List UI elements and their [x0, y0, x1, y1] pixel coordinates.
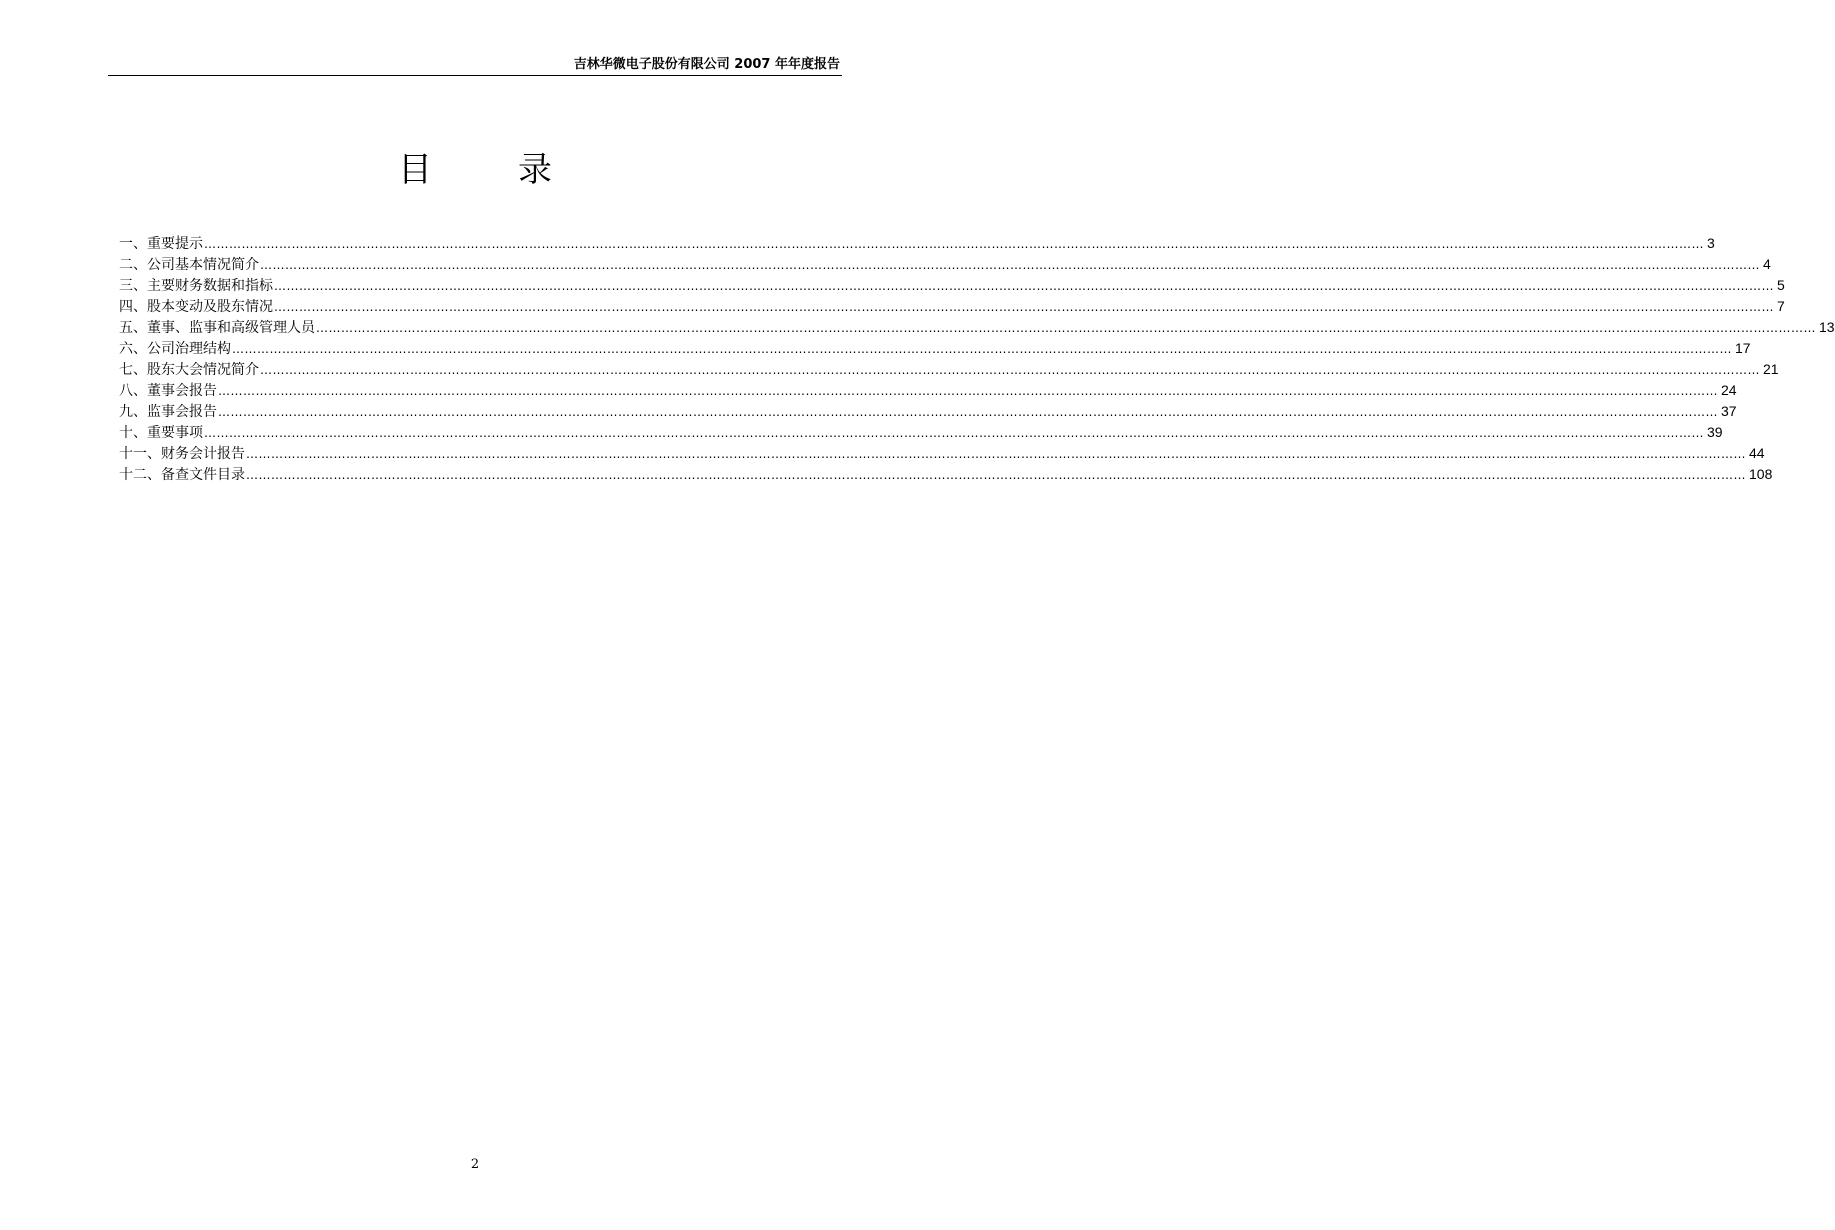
toc-entry[interactable] — [119, 422, 1723, 443]
toc-entry-page: 21 — [1763, 361, 1779, 377]
toc-dot-leader: ……………………………………………………………………………………………………………………………………………………………………………………………………………………………………………………………………………………………………………………………… — [218, 384, 1718, 398]
toc-entry-label: 一、重要提示 — [119, 236, 203, 252]
toc-entry[interactable] — [119, 338, 1751, 359]
toc-dot-leader: ……………………………………………………………………………………………………………………………………………………………………………………………………………………………………………………………………………………………………………………………… — [246, 468, 1746, 482]
toc-dot-leader: ……………………………………………………………………………………………………………………………………………………………………………………………………………………………………………………………………………………………………………………………… — [274, 300, 1774, 314]
toc-entry-label: 十二、备查文件目录 — [119, 467, 245, 483]
toc-dot-leader: ……………………………………………………………………………………………………………………………………………………………………………………………………………………………………………………………………………………………………………………………… — [246, 447, 1746, 461]
toc-dot-leader: ……………………………………………………………………………………………………………………………………………………………………………………………………………………………………………………………………………………………………………………………… — [274, 279, 1774, 293]
toc-entry-label: 四、股本变动及股东情况 — [119, 299, 273, 315]
toc-entry-page: 24 — [1721, 382, 1737, 398]
toc-entry-page: 44 — [1749, 445, 1765, 461]
toc-entry-page: 7 — [1777, 298, 1785, 314]
toc-dot-leader: ……………………………………………………………………………………………………………………………………………………………………………………………………………………………………………………………………………………………………………………………… — [204, 237, 1704, 251]
toc-entry-page: 108 — [1749, 466, 1773, 482]
toc-entry[interactable] — [119, 464, 1773, 485]
toc-dot-leader: ……………………………………………………………………………………………………………………………………………………………………………………………………………………………………………………………………………………………………………………………… — [316, 321, 1816, 335]
toc-entry[interactable] — [119, 296, 1785, 317]
toc-dot-leader: ……………………………………………………………………………………………………………………………………………………………………………………………………………………………………………………………………………………………………………………………… — [260, 258, 1760, 272]
page-number: 2 — [470, 1157, 480, 1172]
toc-entry[interactable] — [119, 401, 1737, 422]
toc-entry-label: 八、董事会报告 — [119, 383, 217, 399]
toc-entry-page: 13 — [1819, 319, 1835, 335]
toc-entry-page: 3 — [1707, 235, 1715, 251]
toc-entry[interactable] — [119, 359, 1779, 380]
toc-dot-leader: ……………………………………………………………………………………………………………………………………………………………………………………………………………………………………………………………………………………………………………………………… — [218, 405, 1718, 419]
toc-entry-label: 三、主要财务数据和指标 — [119, 278, 273, 294]
toc-list — [119, 233, 1835, 485]
toc-entry-page: 4 — [1763, 256, 1771, 272]
toc-entry-label: 二、公司基本情况简介 — [119, 257, 259, 273]
toc-title: 目录 — [398, 150, 638, 190]
toc-entry-label: 十、重要事项 — [119, 425, 203, 441]
toc-entry-page: 5 — [1777, 277, 1785, 293]
toc-entry-page: 39 — [1707, 424, 1723, 440]
header-report-title: 吉林华微电子股份有限公司 2007 年年度报告 — [573, 57, 840, 72]
toc-entry[interactable] — [119, 443, 1765, 464]
toc-dot-leader: ……………………………………………………………………………………………………………………………………………………………………………………………………………………………………………………………………………………………………………………………… — [232, 342, 1732, 356]
toc-entry-label: 五、董事、监事和高级管理人员 — [119, 320, 315, 336]
toc-entry[interactable] — [119, 317, 1835, 338]
header-divider — [108, 75, 842, 76]
toc-entry-label: 十一、财务会计报告 — [119, 446, 245, 462]
toc-entry-page: 17 — [1735, 340, 1751, 356]
toc-dot-leader: ……………………………………………………………………………………………………………………………………………………………………………………………………………………………………………………………………………………………………………………………… — [204, 426, 1704, 440]
toc-entry-label: 六、公司治理结构 — [119, 341, 231, 357]
toc-dot-leader: ……………………………………………………………………………………………………………………………………………………………………………………………………………………………………………………………………………………………………………………………… — [260, 363, 1760, 377]
toc-entry[interactable] — [119, 275, 1785, 296]
toc-entry-label: 九、监事会报告 — [119, 404, 217, 420]
toc-entry[interactable] — [119, 380, 1737, 401]
toc-entry[interactable] — [119, 233, 1715, 254]
toc-entry-label: 七、股东大会情况简介 — [119, 362, 259, 378]
toc-entry-page: 37 — [1721, 403, 1737, 419]
toc-entry[interactable] — [119, 254, 1771, 275]
